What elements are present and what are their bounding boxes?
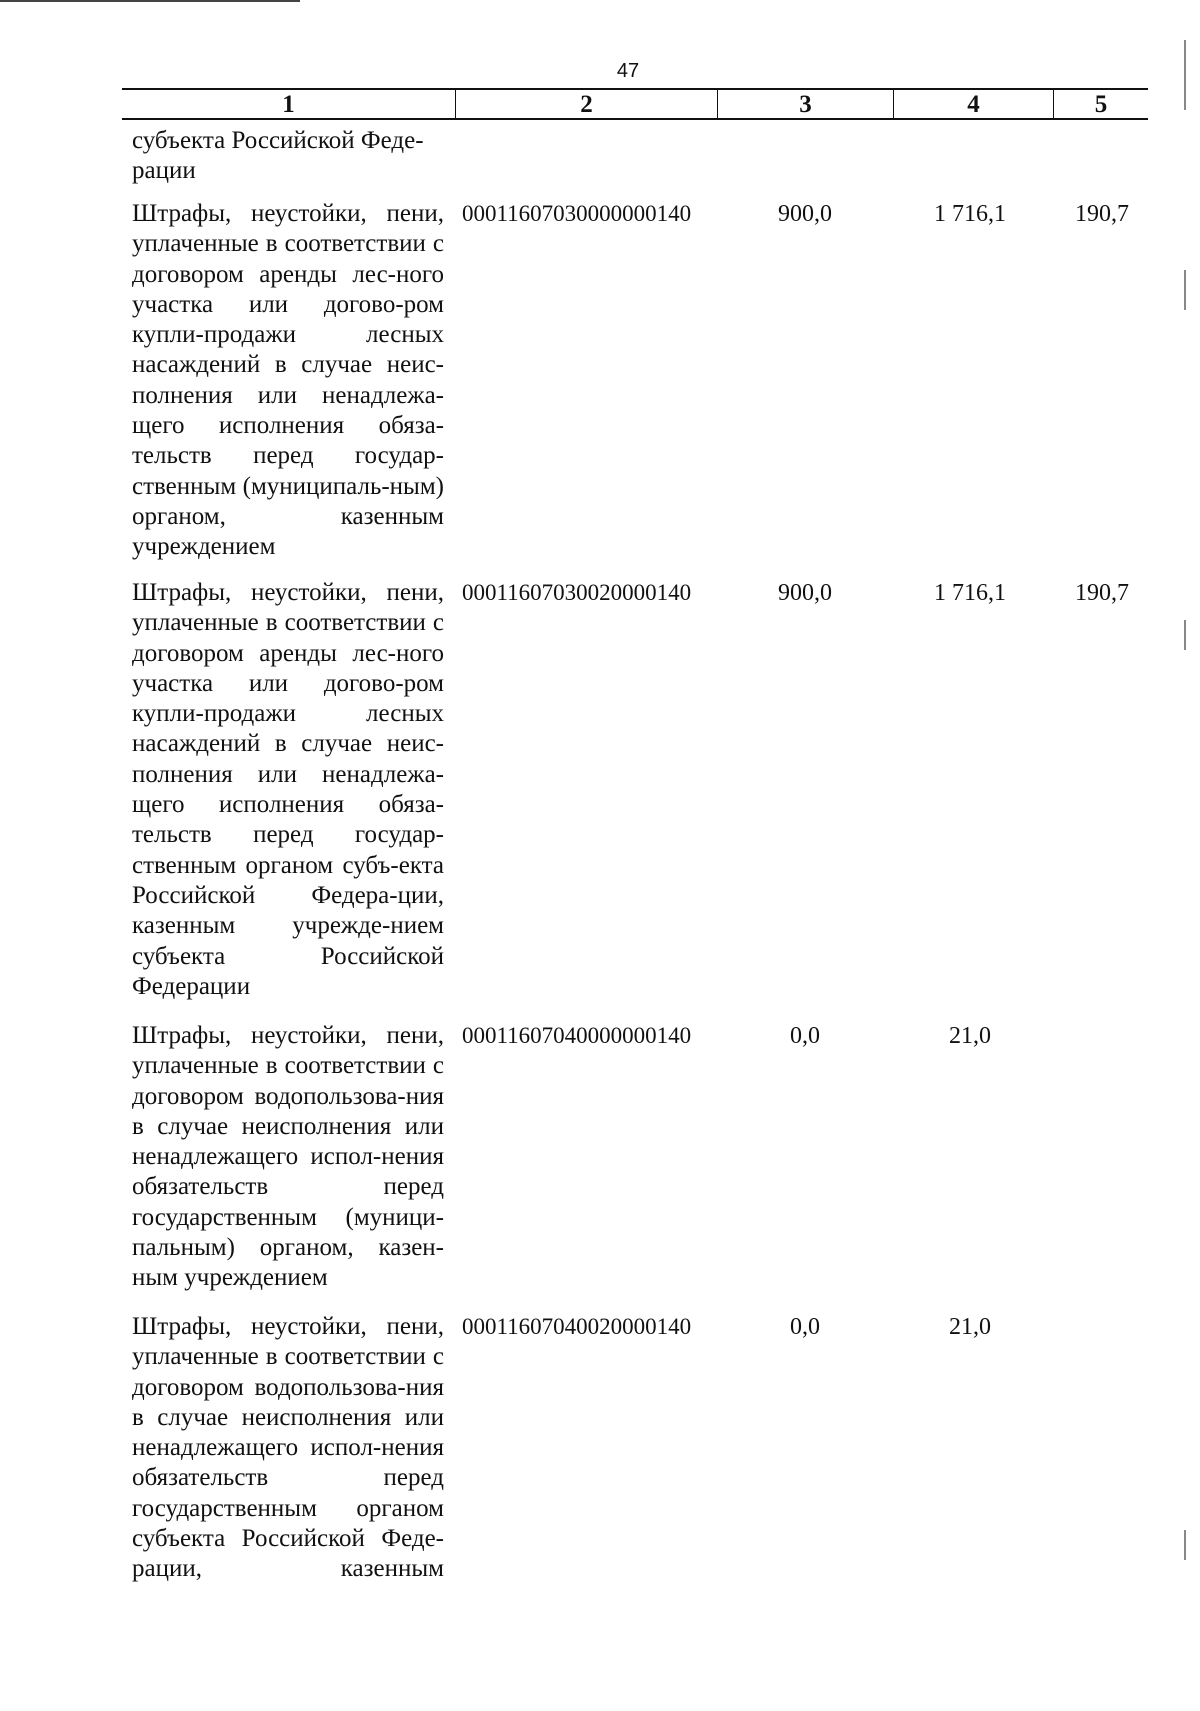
page-number: 47: [616, 60, 640, 82]
row-value-col4: 1 716,1: [934, 201, 1006, 227]
row-code: 00011607030000000140: [462, 201, 692, 226]
column-header-2: 2: [456, 90, 718, 118]
row-value-col5: 190,7: [1075, 580, 1129, 606]
column-header-4: 4: [894, 90, 1054, 118]
row-value-col3: 0,0: [790, 1023, 820, 1049]
row-code: 00011607030020000140: [462, 580, 692, 605]
row-value-col4: 21,0: [949, 1314, 991, 1340]
scan-edge-mark: [1184, 1530, 1186, 1560]
row-description: Штрафы, неустойки, пени, уплаченные в соответствии с договором водопользова-ния в случае неисполнения или ненадлежащего испол-нения обязательств перед государственным органом субъекта Российской Феде-рации, казенным: [132, 1313, 444, 1583]
row-code: 00011607040020000140: [462, 1314, 692, 1339]
scan-edge-mark: [1184, 270, 1186, 310]
row-description: субъекта Российской Феде- рации: [132, 127, 424, 185]
scan-edge-rule: [0, 0, 300, 2]
row-value-col3: 900,0: [778, 201, 832, 227]
row-value-col3: 900,0: [778, 580, 832, 606]
scan-edge-mark: [1184, 40, 1186, 110]
column-header-1: 1: [122, 90, 456, 118]
scan-edge-mark: [1184, 620, 1186, 650]
row-description: Штрафы, неустойки, пени, уплаченные в соответствии с договором аренды лес-ного участка или догово-ром купли-продажи лесных насаждений в случае неис-полнения или ненадлежа-щего исполнения обяза-тельств перед государ-ственным органом субъ-екта Российской Федера-ции, казенным учрежде-нием субъекта Российской Федерации: [132, 579, 444, 1000]
column-header-3: 3: [718, 90, 894, 118]
row-value-col4: 21,0: [949, 1023, 991, 1049]
column-header-5: 5: [1094, 91, 1108, 118]
row-description: Штрафы, неустойки, пени, уплаченные в соответствии с договором аренды лес-ного участка или догово-ром купли-продажи лесных насаждений в случае неис-полнения или ненадлежа-щего исполнения обяза-тельств перед государ-ственным (муниципаль-ным) органом, казенным учреждением: [132, 200, 444, 561]
row-description: Штрафы, неустойки, пени, уплаченные в соответствии с договором водопользова-ния в случае неисполнения или ненадлежащего испол-нения обязательств перед государственным (муници-пальным) органом, казен-ным учреждением: [132, 1022, 444, 1292]
row-value-col3: 0,0: [790, 1314, 820, 1340]
row-value-col5: 190,7: [1075, 201, 1129, 227]
row-value-col4: 1 716,1: [934, 580, 1006, 606]
row-code: 00011607040000000140: [462, 1023, 692, 1048]
table-header-row: [122, 88, 1148, 120]
